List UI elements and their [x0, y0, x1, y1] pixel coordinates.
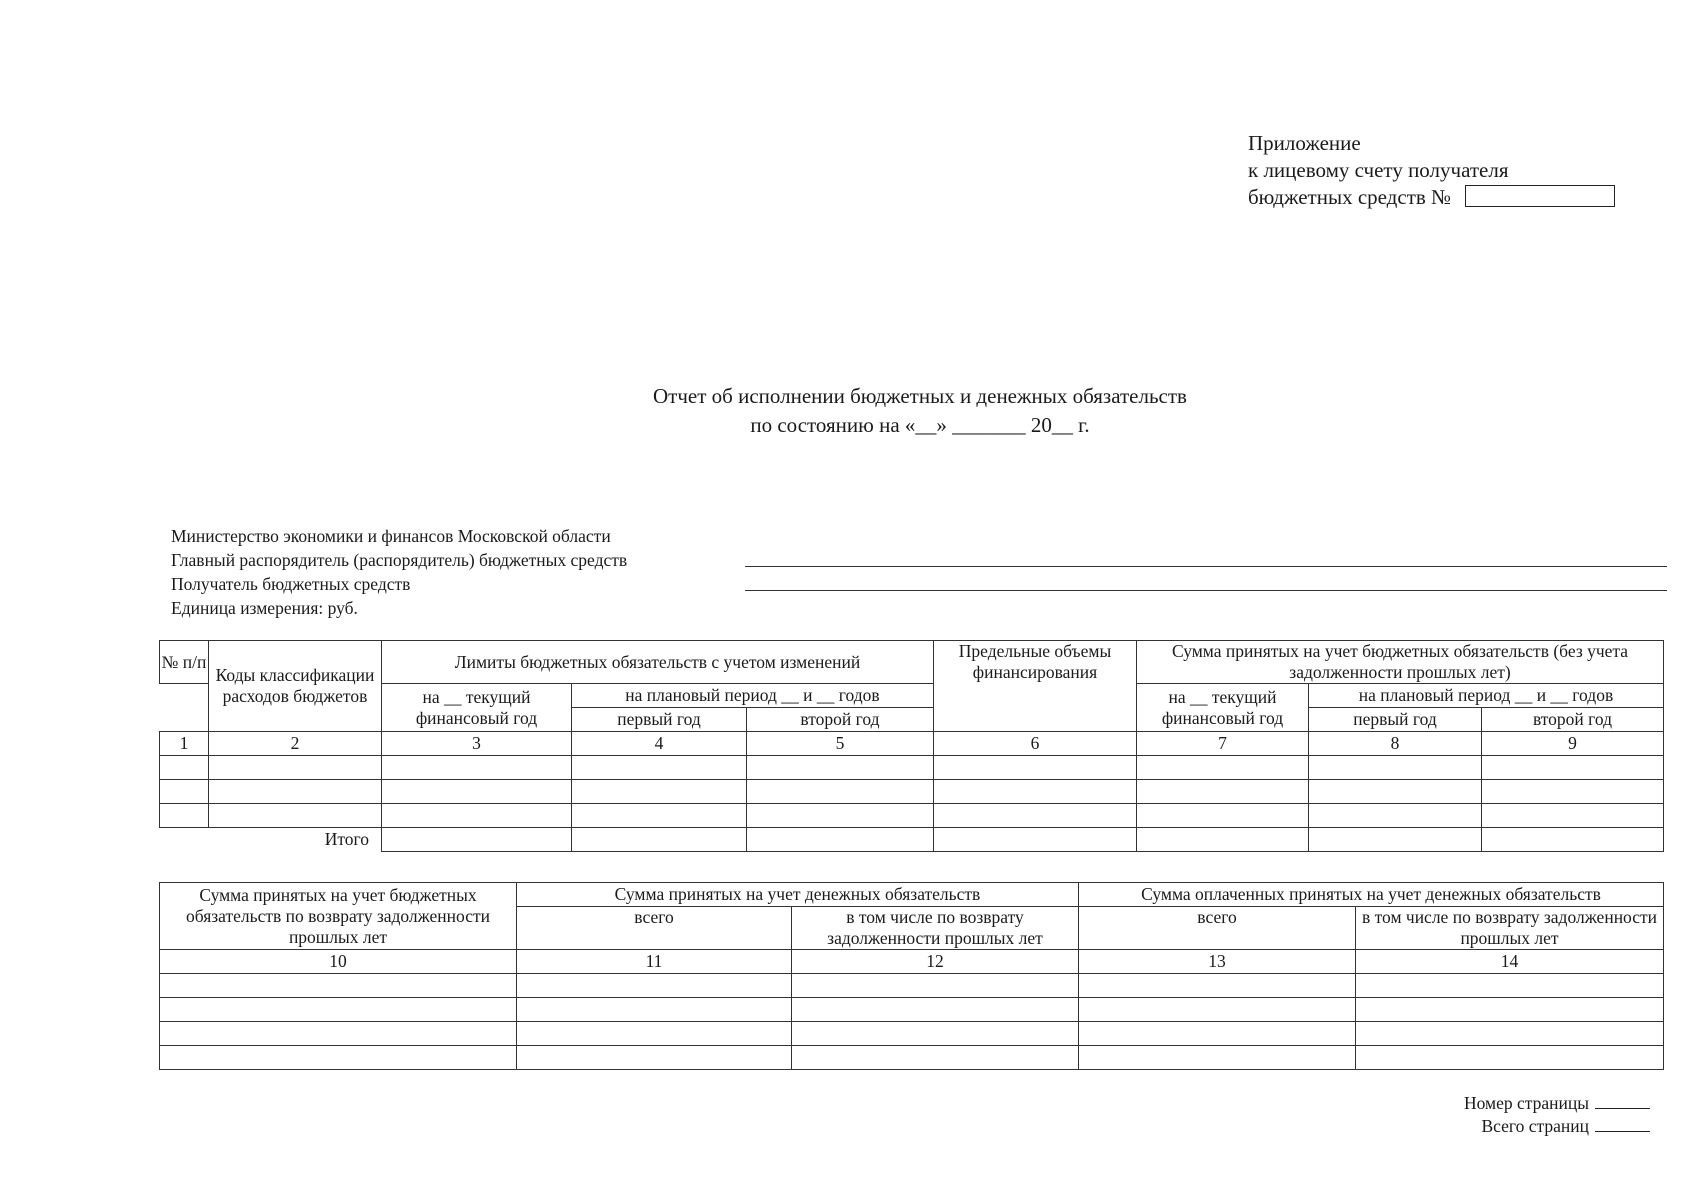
col-number: 14 — [1356, 950, 1664, 974]
data-cell[interactable] — [747, 780, 934, 804]
data-cell[interactable] — [160, 974, 517, 998]
report-title-line-1: Отчет об исполнении бюджетных и денежных обязательств — [653, 384, 1187, 408]
total-row — [160, 828, 1664, 852]
data-cell[interactable] — [572, 780, 747, 804]
page-number-field[interactable] — [1595, 1093, 1650, 1109]
data-cell[interactable] — [934, 756, 1137, 780]
header-accepted-obligations: Сумма принятых на учет бюджетных обязательств (без учета задолженности прошлых лет) — [1137, 641, 1664, 684]
data-cell[interactable] — [1356, 974, 1664, 998]
col-number: 1 — [160, 732, 209, 756]
data-cell[interactable] — [160, 1022, 517, 1046]
page-number-line: Номер страницы — [1464, 1092, 1650, 1115]
total-cell[interactable] — [747, 828, 934, 852]
chief-manager-label: Главный распорядитель (распорядитель) бюджетных средств — [171, 550, 628, 570]
data-cell[interactable] — [160, 780, 209, 804]
ministry-name: Министерство экономики и финансов Московской области — [171, 526, 611, 546]
data-cell[interactable] — [792, 1022, 1079, 1046]
data-cell[interactable] — [1309, 804, 1482, 828]
data-cell[interactable] — [517, 1022, 792, 1046]
data-cell[interactable] — [517, 998, 792, 1022]
col-number: 2 — [209, 732, 382, 756]
data-cell[interactable] — [1309, 756, 1482, 780]
data-cell[interactable] — [1079, 998, 1356, 1022]
total-label: Итого — [324, 829, 369, 850]
data-cell[interactable] — [209, 780, 382, 804]
table-row — [160, 974, 1664, 998]
table-row — [160, 780, 1664, 804]
monetary-obligations-table — [159, 882, 1664, 1070]
data-cell[interactable] — [1356, 1022, 1664, 1046]
data-cell[interactable] — [1137, 756, 1309, 780]
unit-label: Единица измерения: руб. — [171, 598, 358, 618]
data-cell[interactable] — [747, 804, 934, 828]
report-title — [560, 382, 1280, 440]
header-limits-first-year: первый год — [572, 708, 747, 732]
data-cell[interactable] — [1309, 780, 1482, 804]
data-cell[interactable] — [792, 974, 1079, 998]
data-cell[interactable] — [382, 756, 572, 780]
data-cell[interactable] — [1079, 1046, 1356, 1070]
data-cell[interactable] — [792, 998, 1079, 1022]
data-cell[interactable] — [1137, 780, 1309, 804]
data-cell[interactable] — [1137, 804, 1309, 828]
appendix-line-3: бюджетных средств № — [1248, 184, 1615, 211]
table-row — [160, 1046, 1664, 1070]
limits-table — [159, 640, 1664, 852]
header-num: № п/п — [160, 641, 209, 684]
col-number: 13 — [1079, 950, 1356, 974]
header-codes: Коды классификации расходов бюджетов — [209, 641, 382, 732]
col-number: 8 — [1309, 732, 1482, 756]
data-cell[interactable] — [1482, 780, 1664, 804]
header-monetary-return: в том числе по возврату задолженности прошлых лет — [792, 907, 1079, 950]
data-cell[interactable] — [209, 804, 382, 828]
chief-manager-fill-line[interactable] — [745, 566, 1667, 567]
col-number: 11 — [517, 950, 792, 974]
column-number-row — [160, 950, 1664, 974]
data-cell[interactable] — [747, 756, 934, 780]
col-number: 9 — [1482, 732, 1664, 756]
header-limits-current-year: на __ текущий финансовый год — [382, 684, 572, 732]
header-accepted-plan-period: на плановый период __ и __ годов — [1309, 684, 1664, 708]
header-accepted-first-year: первый год — [1309, 708, 1482, 732]
data-cell[interactable] — [209, 756, 382, 780]
col-number: 5 — [747, 732, 934, 756]
col-number: 3 — [382, 732, 572, 756]
data-cell[interactable] — [1482, 756, 1664, 780]
data-cell[interactable] — [517, 974, 792, 998]
table-row — [160, 804, 1664, 828]
table-row — [160, 756, 1664, 780]
col-number: 12 — [792, 950, 1079, 974]
table-row — [160, 998, 1664, 1022]
table-row — [160, 1022, 1664, 1046]
account-number-field[interactable] — [1465, 185, 1615, 207]
column-number-row — [160, 732, 1664, 756]
header-num-blank — [160, 684, 209, 732]
header-monetary-accepted: Сумма принятых на учет денежных обязательств — [517, 883, 1079, 907]
header-paid-total: всего — [1079, 907, 1356, 950]
total-cell[interactable] — [572, 828, 747, 852]
data-cell[interactable] — [1079, 1022, 1356, 1046]
col-number: 4 — [572, 732, 747, 756]
total-cell[interactable] — [934, 828, 1137, 852]
total-pages-line: Всего страниц — [1464, 1115, 1650, 1138]
data-cell[interactable] — [1356, 1046, 1664, 1070]
recipient-fill-line[interactable] — [745, 590, 1667, 591]
total-cell[interactable] — [382, 828, 572, 852]
data-cell[interactable] — [382, 804, 572, 828]
data-cell[interactable] — [934, 804, 1137, 828]
data-cell[interactable] — [160, 998, 517, 1022]
recipient-label: Получатель бюджетных средств — [171, 574, 411, 594]
info-block — [171, 524, 627, 620]
data-cell[interactable] — [517, 1046, 792, 1070]
data-cell[interactable] — [1482, 804, 1664, 828]
header-max-financing: Предельные объемы финансирования — [934, 641, 1137, 732]
total-cell[interactable] — [1137, 828, 1309, 852]
report-title-line-2: по состоянию на «__» _______ 20__ г. — [750, 413, 1090, 437]
header-paid-return: в том числе по возврату задолженности прошлых лет — [1356, 907, 1664, 950]
data-cell[interactable] — [1356, 998, 1664, 1022]
total-cell[interactable] — [1309, 828, 1482, 852]
appendix-line-2: к лицевому счету получателя — [1248, 158, 1509, 182]
data-cell[interactable] — [160, 1046, 517, 1070]
data-cell[interactable] — [160, 804, 209, 828]
header-limits: Лимиты бюджетных обязательств с учетом изменений — [382, 641, 934, 684]
data-cell[interactable] — [572, 756, 747, 780]
data-cell[interactable] — [934, 780, 1137, 804]
pager — [1464, 1092, 1650, 1138]
header-accepted-second-year: второй год — [1482, 708, 1664, 732]
col-number: 6 — [934, 732, 1137, 756]
header-monetary-paid: Сумма оплаченных принятых на учет денежных обязательств — [1079, 883, 1664, 907]
header-limits-second-year: второй год — [747, 708, 934, 732]
data-cell[interactable] — [160, 756, 209, 780]
data-cell[interactable] — [792, 1046, 1079, 1070]
header-accepted-current-year: на __ текущий финансовый год — [1137, 684, 1309, 732]
header-limits-plan-period: на плановый период __ и __ годов — [572, 684, 934, 708]
header-col10: Сумма принятых на учет бюджетных обязательств по возврату задолженности прошлых лет — [160, 883, 517, 950]
data-cell[interactable] — [572, 804, 747, 828]
total-pages-field[interactable] — [1595, 1116, 1650, 1132]
data-cell[interactable] — [382, 780, 572, 804]
data-cell[interactable] — [1079, 974, 1356, 998]
header-monetary-total: всего — [517, 907, 792, 950]
appendix-line-1: Приложение — [1248, 131, 1361, 155]
appendix-block — [1248, 130, 1615, 211]
col-number: 7 — [1137, 732, 1309, 756]
col-number: 10 — [160, 950, 517, 974]
total-cell[interactable] — [1482, 828, 1664, 852]
